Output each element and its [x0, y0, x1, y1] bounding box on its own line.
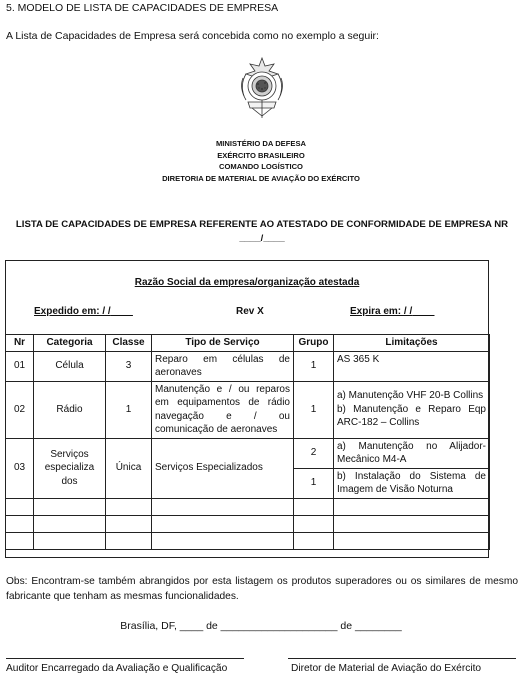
- col-header-classe: Classe: [106, 335, 152, 352]
- signature-label-auditor: Auditor Encarregado da Avaliação e Qualificação: [6, 663, 228, 674]
- revision: Rev X: [236, 306, 264, 317]
- col-header-limitacoes: Limitações: [334, 335, 490, 352]
- document-title-number: ____/____: [239, 233, 285, 244]
- cell-grupo: 1: [294, 351, 334, 381]
- expiry-date: Expira em: / /: [350, 306, 413, 317]
- table-row: [6, 351, 490, 381]
- cell-tipo: Reparo em células de aeronaves: [152, 351, 294, 381]
- cell-grupo: 2: [294, 438, 334, 468]
- intro-text: A Lista de Capacidades de Empresa será concebida como no exemplo a seguir:: [6, 30, 379, 42]
- limitacao-item: b) Manutenção e Reparo Eqp ARC-182 – Collins: [337, 403, 486, 429]
- col-header-nr: Nr: [6, 335, 34, 352]
- cell-classe: 3: [106, 351, 152, 381]
- table-row: [6, 498, 490, 515]
- signature-line-right: [288, 658, 516, 659]
- cell-nr: 03: [6, 438, 34, 498]
- org-command: COMANDO LOGÍSTICO: [219, 162, 303, 171]
- cell-categoria: Célula: [34, 351, 106, 381]
- org-directorate: DIRETORIA DE MATERIAL DE AVIAÇÃO DO EXÉRCITO: [162, 173, 360, 183]
- cell-grupo: 1: [294, 468, 334, 498]
- cell-tipo: Manutenção e / ou reparos em equipamentos de rádio navegação e / ou comunicação de aeronaves: [152, 381, 294, 438]
- section-heading: 5. MODELO DE LISTA DE CAPACIDADES DE EMPRESA: [6, 2, 279, 14]
- cell-classe: Única: [106, 438, 152, 498]
- company-name: Razão Social da empresa/organização atestada: [134, 277, 360, 288]
- cell-tipo: Serviços Especializados: [152, 438, 294, 498]
- cell-limitacao: b) Instalação do Sistema de Imagem de Visão Noturna: [334, 468, 490, 498]
- cell-grupo: 1: [294, 381, 334, 438]
- table-row: [6, 381, 490, 438]
- org-ministry: MINISTÉRIO DA DEFESA: [215, 139, 306, 148]
- coat-of-arms-icon: [234, 56, 290, 120]
- capabilities-table: [5, 334, 490, 550]
- observation-note: Obs: Encontram-se também abrangidos por esta listagem os produtos superadores ou os similares de mesmo fabricante que tenham as mesmas funcionalidades.: [6, 576, 518, 602]
- issued-date: Expedido em: / /: [34, 306, 111, 317]
- org-army: EXÉRCITO BRASILEIRO: [217, 150, 305, 160]
- signature-label-director: Diretor de Material de Aviação do Exército: [291, 663, 482, 674]
- cell-nr: 01: [6, 351, 34, 381]
- table-header-row: [6, 335, 490, 352]
- cell-categoria: Rádio: [34, 381, 106, 438]
- col-header-grupo: Grupo: [294, 335, 334, 352]
- cell-categoria: Serviços especializa dos: [34, 438, 106, 498]
- place-date-line: Brasília, DF, ____ de ____________________ de ________: [120, 620, 402, 632]
- cell-limitacao: AS 365 K: [334, 351, 490, 381]
- org-header: [0, 138, 522, 184]
- table-row: [6, 515, 490, 532]
- col-header-tipo: Tipo de Serviço: [152, 335, 294, 352]
- table-row: [6, 438, 490, 468]
- col-header-categoria: Categoria: [34, 335, 106, 352]
- cell-limitacao: a) Manutenção no Alijador-Mecânico M4-A: [334, 438, 490, 468]
- cell-limitacao: [334, 381, 490, 438]
- cell-classe: 1: [106, 381, 152, 438]
- table-row: [6, 532, 490, 549]
- signature-line-left: [6, 658, 244, 659]
- limitacao-item: a) Manutenção VHF 20-B Collins: [337, 390, 484, 402]
- document-title: [4, 218, 520, 246]
- cell-nr: 02: [6, 381, 34, 438]
- document-title-line1: LISTA DE CAPACIDADES DE EMPRESA REFERENTE AO ATESTADO DE CONFORMIDADE DE EMPRESA NR: [15, 219, 509, 230]
